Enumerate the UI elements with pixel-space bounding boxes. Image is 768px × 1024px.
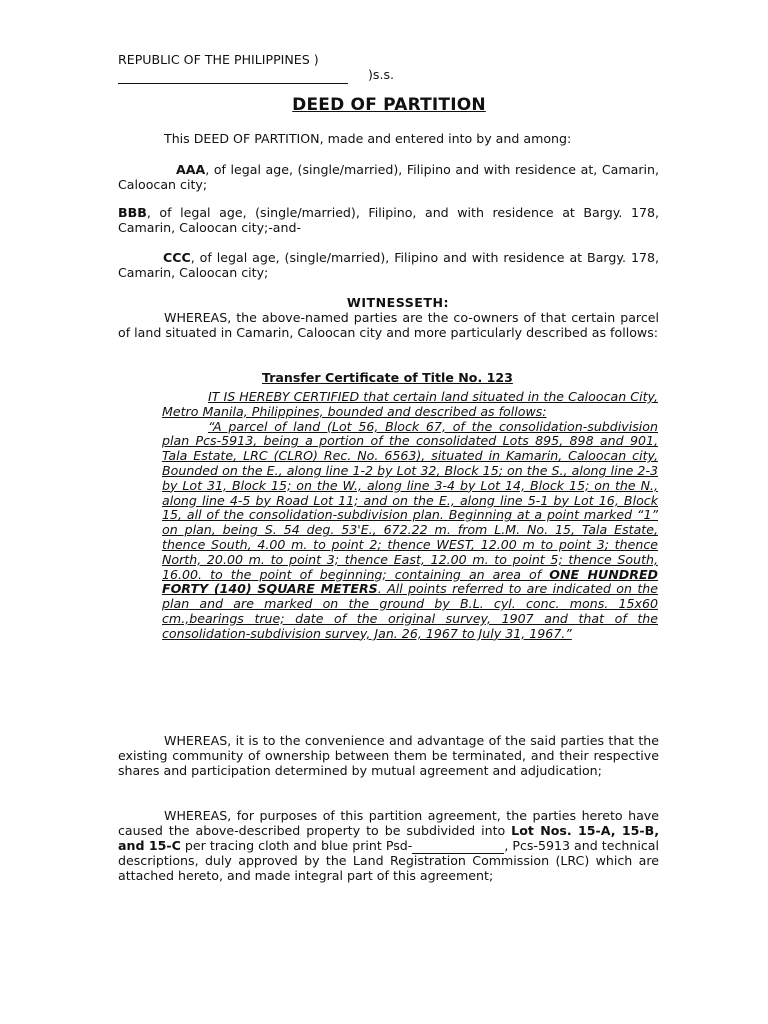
venue-header: [118, 53, 458, 84]
ss-line: [118, 68, 458, 84]
party-aaa-name: AAA: [176, 162, 206, 177]
tct-desc-part1: “A parcel of land (Lot 56, Block 67, of the consolidation-subdivision plan Pcs-5913, being a portion of the consolidated Lots 895, 898 and 901, Tala Estate, LRC (CLRO) Rec. No. 6563), situated in Kamarin, Caloocan city, Bounded on the E., along line 1-2 by Lot 32, Block 15; on the S., along line 2-3 by Lot 31, Block 15; on the W., along line 3-4 by Lot 14, Block 15; on the N., along line 4-5 by Road Lot 11; and on the E., along line 5-1 by Lot 16, Block 15, all of the consolidation-subdivision plan. Beginning at a point marked “1” on plan, being S. 54 deg. 53'E., 672.22 m. from L.M. No. 15, Tala Estate, thence South, 4.00 m. to point 2; thence WEST, 12.00 m to point 3; thence North, 20.00 m. to point 3; thence East, 12.00 m. to point 5; thence South, 16.00. to the point of beginning; containing an area of: [162, 418, 658, 582]
party-bbb-text: , of legal age, (single/married), Filipino, and with residence at Bargy. 178, Camarin, Caloocan city;-and-: [118, 205, 659, 235]
party-ccc-name: CCC: [163, 250, 191, 265]
whereas-paragraph-3: [118, 809, 659, 884]
whereas3-part2: per tracing cloth and blue print Psd-: [180, 837, 413, 853]
whereas-paragraph-1: WHEREAS, the above-named parties are the co-owners of that certain parcel of land situated in Camarin, Caloocan city and more particularly described as follows:: [118, 310, 659, 340]
ss-label: )s.s.: [368, 66, 395, 82]
whereas-paragraph-2: WHEREAS, it is to the convenience and advantage of the said parties that the existing community of ownership between them be terminated, and their respective shares and participation determined by mutual agreement and adjudication;: [118, 733, 659, 778]
lot-numbers: Lot Nos. 15-A, 15-B, and 15-C: [118, 822, 659, 853]
party-bbb: [118, 206, 659, 236]
venue-blank: [118, 68, 348, 84]
party-ccc-text: , of legal age, (single/married), Filipino and with residence at Bargy. 178, Camarin, Caloocan city;: [118, 250, 659, 280]
tct-block: [162, 390, 658, 642]
psd-blank: [412, 839, 504, 855]
witnesseth-heading: WITNESSETH:: [346, 295, 450, 310]
intro-paragraph: This DEED OF PARTITION, made and entered into by and among:: [164, 131, 572, 146]
party-bbb-name: BBB: [118, 205, 147, 220]
republic-line: REPUBLIC OF THE PHILIPPINES ): [118, 52, 319, 67]
party-aaa: [118, 163, 659, 193]
tct-description: [162, 420, 658, 642]
tct-area: ONE HUNDRED FORTY (140) SQUARE METERS: [162, 566, 659, 597]
party-ccc: [118, 251, 659, 281]
page-title: DEED OF PARTITION: [292, 95, 486, 115]
tct-desc-part2: . All points referred to are indicated on the plan and are marked on the ground by B.L. cyl. conc. mons. 15x60 cm.,bearings true; date of the original survey, 1907 and that of the consolidation-subdivision survey, Jan. 26, 1967 to July 31, 1967.”: [162, 581, 658, 641]
party-aaa-text: , of legal age, (single/married), Filipino and with residence at, Camarin, Caloocan city;: [118, 162, 659, 192]
whereas3-part1: WHEREAS, for purposes of this partition agreement, the parties hereto have caused the above-described property to be subdivided into: [118, 808, 659, 838]
tct-certification: IT IS HEREBY CERTIFIED that certain land situated in the Caloocan City, Metro Manila, Philippines, bounded and described as follows:: [162, 389, 658, 419]
tct-heading: Transfer Certificate of Title No. 123: [262, 370, 513, 385]
whereas3-part3: , Pcs-5913 and technical descriptions, duly approved by the Land Registration Commission (LRC) which are attached hereto, and made integral part of this agreement;: [118, 837, 659, 884]
